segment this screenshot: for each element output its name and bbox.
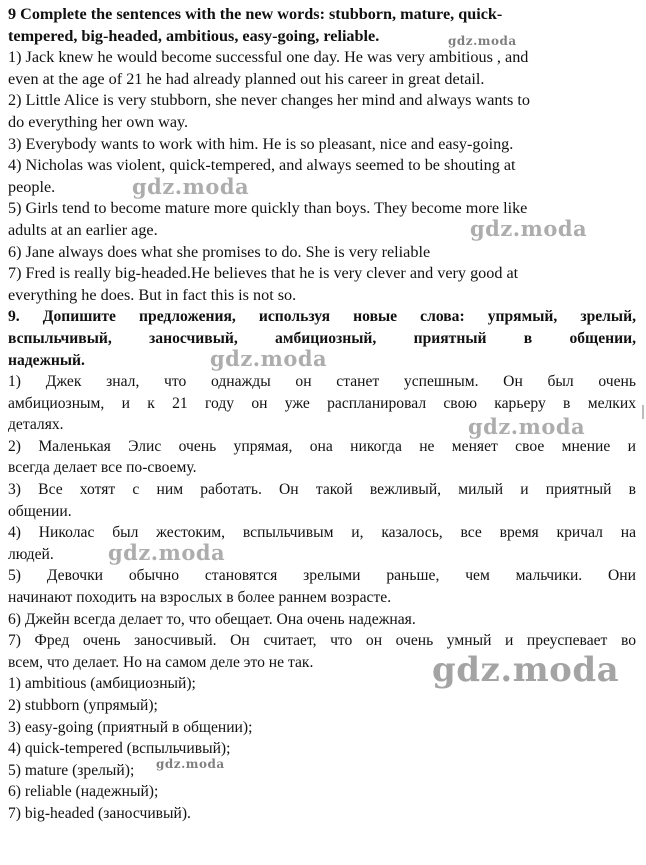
english-line-12: everything he does. But in fact this is not so.: [8, 285, 297, 304]
watermark-logo: gdz.moda: [156, 757, 225, 771]
russian-line-1: 1) Джек знал, что однажды он станет успешным. Он был очень: [8, 373, 636, 391]
russian-line-11: начинают походить на взрослых в более раннем возрасте.: [8, 589, 392, 607]
russian-heading-line-3: надежный.: [8, 351, 85, 369]
english-line-2: even at the age of 21 he had already planned out his career in great detail.: [8, 69, 485, 88]
answer-2: 2) stubborn (упрямый);: [8, 697, 158, 714]
scan-edge-mark: [642, 405, 644, 419]
russian-line-8: 4) Николас был жестоким, вспыльчивым и, казалось, все время кричал на: [8, 524, 636, 542]
russian-heading-line-2: вспыльчивый, заносчивый, амбициозный, приятный в общении,: [8, 329, 636, 347]
english-line-9: adults at an earlier age.: [8, 220, 158, 239]
answer-5: 5) mature (зрелый);: [8, 761, 135, 779]
russian-line-4: 2) Маленькая Элис очень упрямая, она никогда не меняет свое мнение и: [8, 437, 636, 455]
english-line-8: 5) Girls tend to become mature more quickly than boys. They become more like: [8, 199, 528, 218]
watermark-logo: gdz.moda: [132, 174, 250, 199]
answer-7: 7) big-headed (заносчивый).: [8, 804, 191, 822]
russian-line-2: амбициозным, и к 21 году он уже распланировал свою карьеру в мелких: [8, 394, 636, 412]
answer-3: 3) easy-going (приятный в общении);: [8, 718, 253, 736]
russian-line-6: 3) Все хотят с ним работать. Он такой вежливый, милый и приятный в: [8, 481, 636, 499]
russian-line-9: людей.: [8, 545, 54, 563]
english-line-11: 7) Fred is really big-headed.He believes that he is very clever and very good at: [8, 264, 519, 283]
watermark-logo: gdz.moda: [108, 540, 226, 565]
watermark-logo: gdz.moda: [210, 346, 328, 371]
answer-4: 4) quick-tempered (вспыльчивый);: [8, 740, 231, 758]
answer-6: 6) reliable (надежный);: [8, 783, 159, 801]
english-line-3: 2) Little Alice is very stubborn, she never changes her mind and always wants to: [8, 91, 530, 110]
russian-line-12: 6) Джейн всегда делает то, что обещает. Она очень надежная.: [8, 610, 416, 628]
russian-line-14: всем, что делает. Но на самом деле это не так.: [8, 653, 314, 671]
english-heading-line-1: 9 Complete the sentences with the new words: stubborn, mature, quick-: [8, 5, 503, 23]
watermark-logo: gdz.moda: [448, 34, 517, 48]
russian-line-13: 7) Фред очень заносчивый. Он считает, что он очень умный и преуспевает во: [8, 632, 636, 650]
russian-heading-line-1: 9. Допишите предложения, используя новые слова: упрямый, зрелый,: [8, 308, 636, 326]
english-line-7: people.: [8, 177, 56, 196]
english-line-6: 4) Nicholas was violent, quick-tempered, and always seemed to be shouting at: [8, 156, 516, 175]
watermark-logo: gdz.moda: [432, 650, 620, 690]
russian-line-3: деталях.: [8, 416, 64, 434]
russian-line-7: общении.: [8, 502, 72, 520]
english-line-5: 3) Everybody wants to work with him. He is so pleasant, nice and easy-going.: [8, 134, 514, 153]
russian-line-10: 5) Девочки обычно становятся зрелыми раньше, чем мальчики. Они: [8, 567, 636, 585]
watermark-logo: gdz.moda: [468, 414, 586, 439]
answer-1: 1) ambitious (амбициозный);: [8, 675, 196, 693]
watermark-logo: gdz.moda: [470, 216, 588, 241]
english-line-1: 1) Jack knew he would become successful one day. He was very ambitious , and: [8, 48, 529, 67]
russian-line-5: всегда делает все по-своему.: [8, 459, 197, 477]
english-heading-line-2: tempered, big-headed, ambitious, easy-going, reliable.: [8, 26, 380, 45]
english-line-10: 6) Jane always does what she promises to do. She is very reliable: [8, 242, 431, 261]
english-line-4: do everything her own way.: [8, 112, 189, 131]
document-page: [8, 4, 636, 825]
